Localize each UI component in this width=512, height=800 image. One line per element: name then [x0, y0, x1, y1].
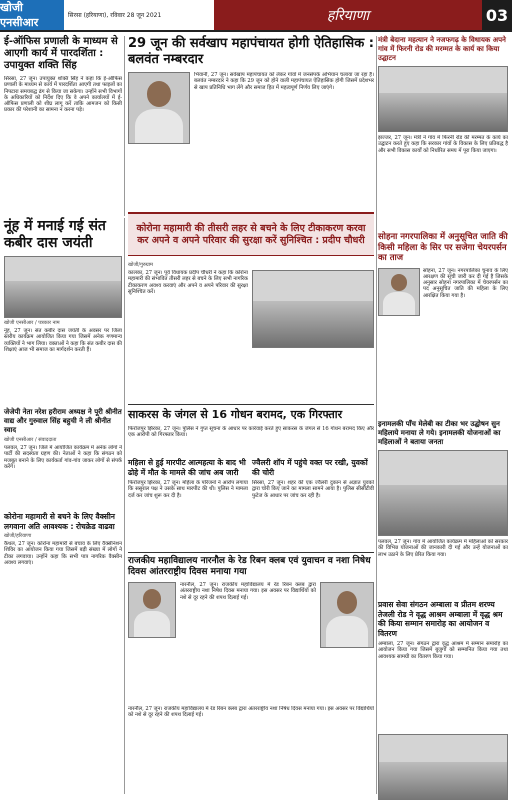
- story-body: फिरोजपुर झिरका, 27 जून। महिला के परिजनों ने आरोप लगाया कि ससुराल पक्ष ने उसके साथ मारपीट की थी। पुलिस ने मामला दर्ज कर जांच शुरू कर दी है।: [128, 480, 248, 499]
- headline: इनामलकी पाँच मेलेबी का टीका भर उद्घोषन सुन महिलाये मनाया ले गये। इनामलकी योजनाओं का महिलाओं ने बताया जनता: [378, 420, 501, 446]
- news-photo: [4, 256, 122, 318]
- divider: [128, 552, 374, 553]
- byline: खोजी एनसीआर / संवाददाता: [4, 437, 57, 443]
- news-photo: [378, 734, 508, 800]
- headline: महिला से हुई मारपीट आत्महत्या के बाद भी ढोहे में मौत के मामले की जांच अब जारी: [128, 458, 246, 477]
- story-anganwadi: [378, 420, 508, 609]
- person-photo: [128, 582, 176, 638]
- story-cows: [128, 408, 374, 456]
- story-body: नूंह, 27 जून। संत कबीर दास जयंती के अवसर पर जिला स्तरीय कार्यक्रम आयोजित किया गया जिसमें अनेक गणमान्य व्यक्तियों ने भाग लिया। वक्ताओं ने कहा कि संत कबीर दास की शिक्षाएं आज भी समाज का मार्गदर्शन करती हैं।: [4, 328, 122, 353]
- story-sohna: [378, 232, 508, 408]
- story-ambala: [378, 600, 508, 800]
- story-body: सोहना, 27 जून। नगरपालिका चुनाव के लिए आरक्षण की सूची जारी कर दी गई है जिसके अनुसार सोहना नगरपालिका में चेयरपर्सन का पद अनुसूचित जाति की महिला के लिए आरक्षित किया गया है।: [423, 267, 508, 299]
- divider: [128, 404, 374, 405]
- story-third-wave: [128, 260, 374, 390]
- story-body: अम्बाला, 27 जून। संगठन द्वारा वृद्ध आश्रम में सम्मान समारोह का आयोजन किया गया जिसमें बुजुर्गों को सम्मानित किया गया तथा आवश्यक सामग्री का वितरण किया गया।: [378, 641, 508, 660]
- story-mahavidyalaya: [128, 556, 374, 796]
- story-body: पलवल, 27 जून। गांव में आयोजित कार्यक्रम में महिलाओं को सरकार की विभिन्न योजनाओं की जानकारी दी गई और उन्हें योजनाओं का लाभ उठाने के लिए प्रेरित किया गया।: [378, 539, 508, 558]
- headline: नूंह में मनाई गई संत कबीर दास जयंती: [4, 218, 106, 251]
- news-photo: [378, 450, 508, 536]
- headline: 29 जून की सर्वखाप महापंचायत होगी ऐतिहासिक : बलवंत नम्बरदार: [128, 36, 374, 67]
- byline: खोजी/गुरुग्राम: [128, 262, 153, 268]
- third-wave-banner: [128, 212, 374, 256]
- column-divider: [124, 36, 125, 216]
- headline: जेजेपी नेता नरेश हरीराम अध्यक्ष ने पूरी श्रीनीत वाद्य और गुरुवाल सिंह बहुची ने ली श्रीनीत स्वाद: [4, 408, 122, 434]
- story-body: पलवल, 27 जून। जिले में आयोजित कार्यक्रम में अनेक लोगों ने पार्टी की सदस्यता ग्रहण की। नेताओं ने कहा कि संगठन को मजबूत बनाने के लिए कार्यकर्ता गांव-गांव जाकर लोगों से संपर्क करेंगे।: [4, 445, 122, 470]
- story-minister: [378, 36, 508, 257]
- column-divider: [376, 36, 377, 794]
- story-body: सिरसा, 27 जून। शहर की एक ज्वैलरी दुकान से अज्ञात युवकों द्वारा चोरी किए जाने का मामला सामने आया है। पुलिस सीसीटीवी फुटेज के आधार पर जांच कर रही है।: [252, 480, 374, 499]
- byline: खोजी/हरियाणा: [4, 533, 32, 539]
- headline: साकरस के जंगल से 16 गोधन बरामद, एक गिरफ्तार: [128, 408, 343, 421]
- story-body: कालका, 27 जून। पूर्व विधायक प्रदीप चौधरी ने कहा कि कोरोना महामारी की संभावित तीसरी लहर से बचने के लिए सभी नागरिक टीकाकरण अवश्य करवाएं और अपने व अपने परिवार की सुरक्षा सुनिश्चित करें।: [128, 270, 248, 295]
- person-photo: [320, 582, 374, 648]
- news-photo: [378, 66, 508, 132]
- story-body: कैथल, 27 जून। कोरोना महामारी से बचाव के लिए वैक्सीनेशन शिविर का आयोजन किया गया जिसमें बड़ी संख्या में लोगों ने टीका लगवाया। उन्होंने कहा कि सभी पात्र नागरिक वैक्सीन अवश्य लगवाएं।: [4, 541, 122, 566]
- column-divider: [124, 218, 125, 794]
- issue-meta: सिरसा (हरियाणा), रविवार 28 जून 2021: [68, 12, 162, 19]
- headline: सोहना नगरपालिका में अनुसूचित जाति की किसी महिला के सिर पर सजेगा चेयरपर्सन का ताज: [378, 232, 508, 263]
- story-body: झज्जर, 27 जून। मंत्री ने गांव में फिरनी रोड की मरम्मत के कार्य का उद्घाटन करते हुए कहा कि सरकार गांवों के विकास के लिए प्रतिबद्ध है और सभी विकास कार्यों को निर्धारित समय में पूरा किया जाएगा।: [378, 135, 508, 154]
- headline: राजकीय महाविद्यालय नारनौल के रेड रिबन क्लब एवं युवाचन व नशा निषेध दिवस आंतरराष्ट्रीय दिवस मनाया गया: [128, 556, 371, 577]
- headline: मंत्री बेदाना महत्यान ने नजफगढ़ के विधायक अपने गांव में फिरनी रोड की मरम्मत के कार्य का किया उद्घाटन: [378, 36, 506, 62]
- story-kabir: [4, 218, 122, 388]
- headline: कोरोना महामारी से बचने के लिए वैक्सीन लगवाना अति आवश्यक : रोचक्रेड वाढवा: [4, 512, 115, 531]
- story-body: सिरसा, 27 जून। उपायुक्त शक्ति सिंह ने कहा कि ई-ऑफिस प्रणाली के माध्यम से कार्य में पारदर्शिता आएगी तथा फाइलों का निपटारा समयबद्ध ढंग से किया जा सकेगा। उन्होंने सभी विभागों के अधिकारियों को निर्देश दिए कि वे अपने कार्यालयों में ई-ऑफिस प्रणाली को शीघ्र लागू करें ताकि आमजन को किसी प्रकार की परेशानी का सामना न करना पड़े।: [4, 76, 122, 114]
- section-title: हरियाणा: [214, 0, 482, 30]
- person-photo: [378, 268, 420, 316]
- person-photo: [128, 72, 190, 144]
- masthead: खोजी एनसीआर: [0, 0, 64, 30]
- page-header: [0, 0, 512, 32]
- story-body: भिवानी, 27 जून। सर्वखाप महापंचायत को लेकर गांवों में जनसंपर्क अभियान चलाया जा रहा है। बलवंत नम्बरदार ने कहा कि 29 जून को होने वाली महापंचायत ऐतिहासिक होगी जिसमें प्रदेशभर से खाप प्रतिनिधि भाग लेंगे और समाज हित में महत्वपूर्ण निर्णय लिए जाएंगे।: [194, 72, 374, 91]
- story-jjp: [4, 408, 122, 491]
- headline: कोरोना महामारी की तीसरी लहर से बचने के लिए टीकाकरण करवा कर अपने व अपने परिवार की सुरक्षा करें सुनिश्चित : प्रदीप चौधरी: [136, 222, 366, 246]
- byline: खोजी एनसीआर / पत्रकार नाम: [4, 320, 60, 326]
- headline: ज्वैलरी शॉप में पहुंचे वक्त पर रखी, युवकों की चोरी: [252, 458, 368, 477]
- news-photo: [252, 270, 374, 348]
- story-jewellery: [252, 458, 374, 550]
- story-lady: [128, 458, 248, 550]
- headline: प्रवास सेवा संगठन अम्बाला व प्रीतम शरण्य तेजली रोड ने वृद्ध आश्रम अम्बाला में वृद्ध श्रम की किया सम्मान समारोह का आयोजन व वितरण: [378, 600, 503, 638]
- story-body: नारनौल, 27 जून। राजकीय महाविद्यालय में रेड रिबन क्लब द्वारा अंतरराष्ट्रीय नशा निषेध दिवस मनाया गया। इस अवसर पर विद्यार्थियों को नशे से दूर रहने की शपथ दिलाई गई।: [180, 582, 316, 601]
- page-number: 03: [482, 0, 512, 30]
- headline: ई-ऑफिस प्रणाली के माध्यम से आएगी कार्य में पारदर्शिता : उपायुक्त शक्ति सिंह: [4, 36, 118, 71]
- story-body-continued: नारनौल, 27 जून। राजकीय महाविद्यालय में रेड रिबन क्लब द्वारा अंतरराष्ट्रीय नशा निषेध दिवस मनाया गया। इस अवसर पर विद्यार्थियों को नशे से दूर रहने की शपथ दिलाई गई।: [128, 706, 374, 719]
- story-vaccination: [4, 512, 122, 791]
- story-body: फिरोजपुर झिरका, 27 जून। पुलिस ने गुप्त सूचना के आधार पर कार्रवाई करते हुए साकरस के जंगल से 16 गोधन बरामद किए और एक आरोपी को गिरफ्तार किया।: [128, 426, 374, 439]
- story-eoffice: [4, 36, 122, 208]
